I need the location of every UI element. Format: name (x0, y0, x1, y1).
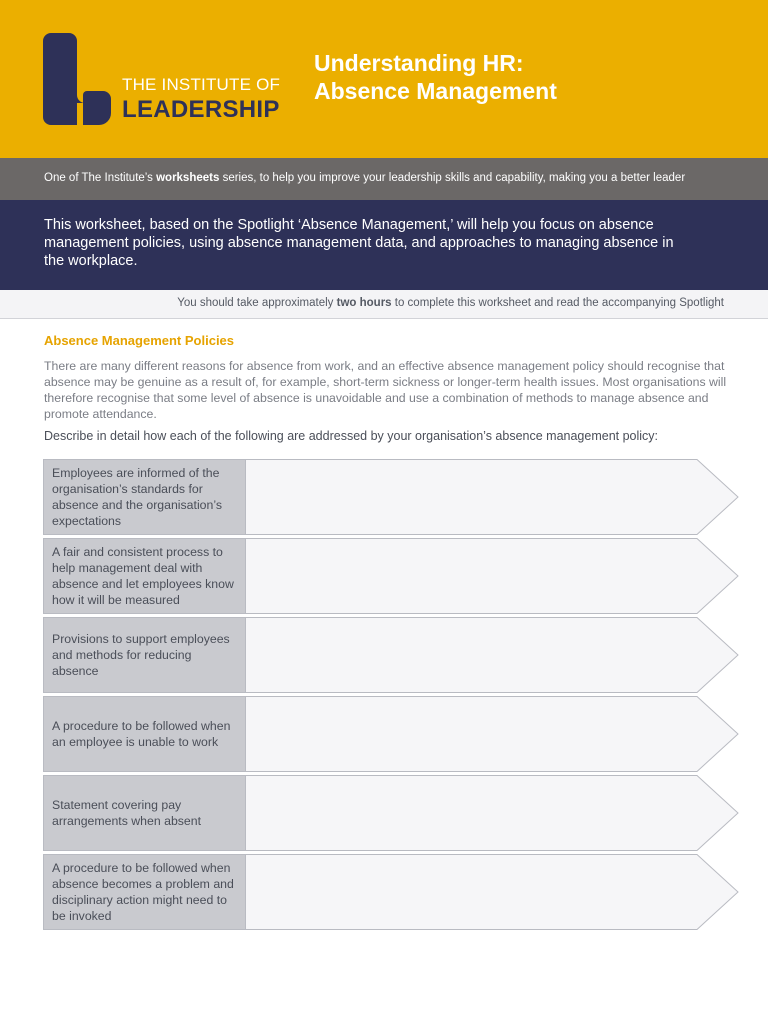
page-title-line2: Absence Management (314, 78, 557, 104)
series-text-end: series, to help you improve your leadership skills and capability, making you a better leader (219, 172, 686, 184)
section-body: There are many different reasons for absence from work, and an effective absence management policy should recognise that absence may be genuine as a result of, for example, short-term sickness or longer-term health issues. Most organisations will therefore recognise that some level of absence is unavoidable and use a combination of methods to manage absence and promote attendance. (44, 359, 727, 421)
policy-row (43, 775, 739, 851)
series-text-bold: worksheets (156, 172, 220, 184)
policy-row-label-text: A fair and consistent process to help management deal with absence and let employees know how it will be measured (52, 545, 234, 607)
time-estimate-text (177, 297, 724, 309)
page-title (314, 49, 557, 105)
policy-row-label (43, 617, 246, 693)
policy-answer-field[interactable] (245, 459, 740, 535)
policy-row (43, 617, 739, 693)
policy-answer-field[interactable] (245, 696, 740, 772)
time-text-bold: two hours (336, 297, 392, 309)
time-estimate-bar (0, 290, 768, 319)
time-text-start: You should take approximately (177, 297, 337, 309)
institute-logo (43, 33, 283, 128)
policy-answer-field[interactable] (245, 538, 740, 614)
page-title-line1: Understanding HR: (314, 50, 524, 76)
policy-row-label (43, 459, 246, 535)
policy-row-label-text: A procedure to be followed when an employee is unable to work (52, 719, 231, 749)
intro-text: This worksheet, based on the Spotlight ‘Absence Management,’ will help you focus on absence management policies, using absence management data, and approaches to managing absence in the workplace. (44, 217, 674, 269)
section-heading: Absence Management Policies (44, 333, 235, 348)
policy-row (43, 854, 739, 930)
intro-banner (0, 200, 768, 290)
policy-row-label (43, 696, 246, 772)
series-text-start: One of The Institute’s (44, 172, 157, 184)
policy-row-label-text: Provisions to support employees and methods for reducing absence (52, 632, 230, 678)
policy-row (43, 459, 739, 535)
time-text-end: to complete this worksheet and read the accompanying Spotlight (391, 297, 724, 309)
section-instruction: Describe in detail how each of the following are addressed by your organisation’s absence management policy: (44, 429, 659, 443)
policy-row (43, 538, 739, 614)
policy-row-label-text: A procedure to be followed when absence becomes a problem and disciplinary action might need to be invoked (52, 861, 234, 923)
policy-answer-field[interactable] (245, 617, 740, 693)
logo-text-leadership: LEADERSHIP (122, 96, 280, 123)
policy-row-label-text: Employees are informed of the organisation’s standards for absence and the organisation’s expectations (52, 466, 223, 528)
series-banner (0, 158, 768, 200)
page-header (0, 0, 768, 158)
leadership-logo-mark-icon (43, 33, 115, 125)
policy-row-label (43, 775, 246, 851)
policy-answer-field[interactable] (245, 854, 740, 930)
series-text (44, 172, 685, 184)
policy-row (43, 696, 739, 772)
logo-text-institute: THE INSTITUTE OF (122, 75, 281, 94)
policy-row-label-text: Statement covering pay arrangements when absent (52, 798, 202, 828)
policy-answer-field[interactable] (245, 775, 740, 851)
policy-row-label (43, 538, 246, 614)
policy-row-label (43, 854, 246, 930)
